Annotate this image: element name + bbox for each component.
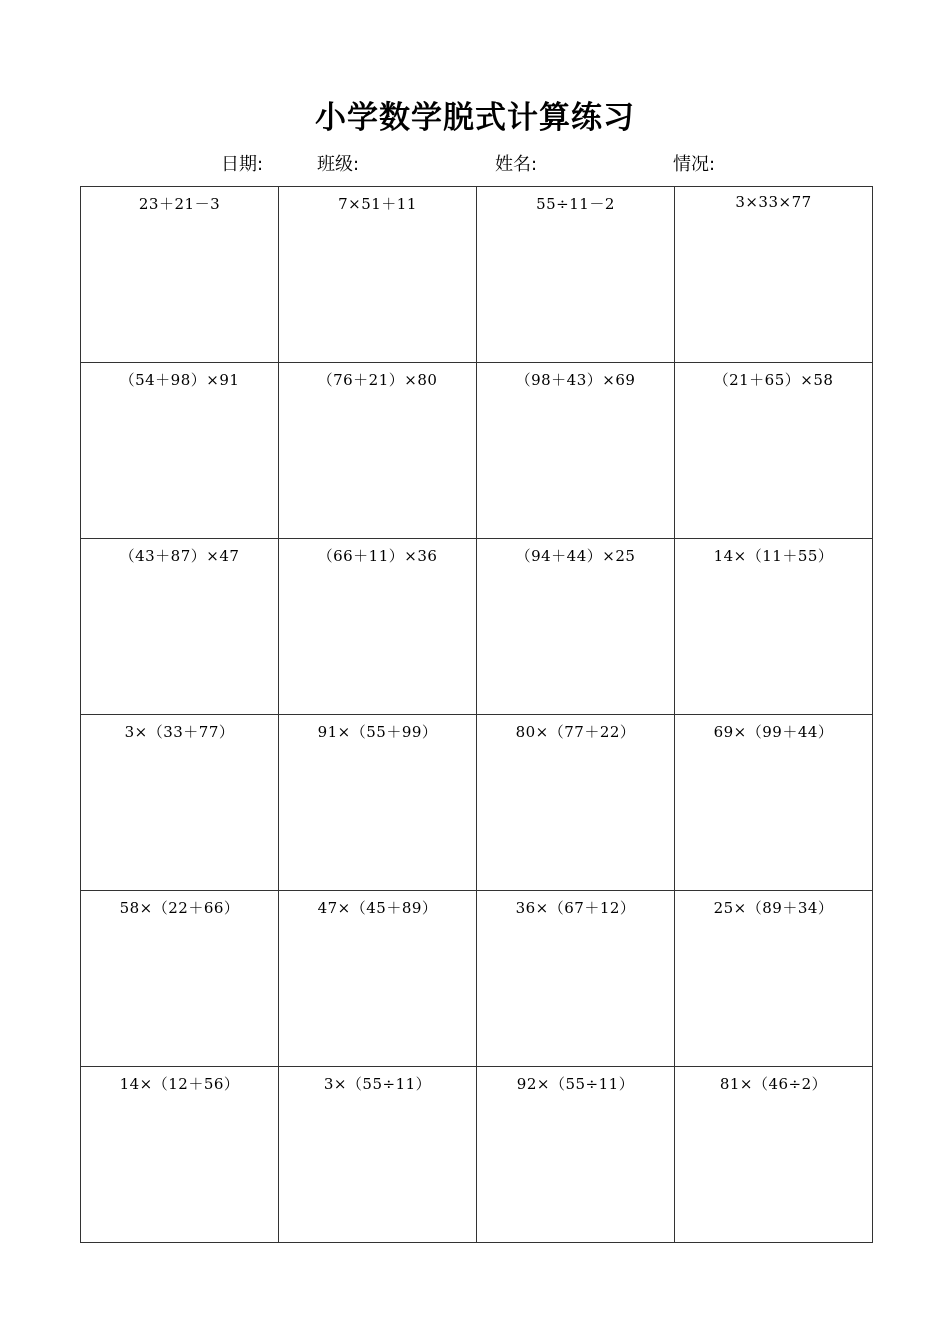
- problem-cell: [279, 363, 477, 539]
- name-label: 姓名:: [495, 154, 538, 175]
- problem-cell: [477, 891, 675, 1067]
- problem-text: （21＋65）×58: [713, 371, 834, 389]
- problem-text: 92×（55÷11）: [516, 1075, 635, 1093]
- grid-row: [81, 363, 873, 539]
- problem-text: 3×（55÷11）: [323, 1075, 432, 1093]
- problem-text: 80×（77＋22）: [515, 723, 636, 741]
- problem-cell: [477, 1067, 675, 1243]
- problem-text: 23＋21－3: [138, 195, 221, 213]
- problem-text: 91×（55＋99）: [317, 723, 438, 741]
- problem-cell: [279, 891, 477, 1067]
- problem-text: 3×33×77: [735, 193, 812, 211]
- problem-text: 47×（45＋89）: [317, 899, 438, 917]
- problem-text: （43＋87）×47: [119, 547, 240, 565]
- problem-cell: [81, 891, 279, 1067]
- problem-text: 58×（22＋66）: [119, 899, 240, 917]
- problem-text: 81×（46÷2）: [719, 1075, 828, 1093]
- problem-text: 36×（67＋12）: [515, 899, 636, 917]
- problem-cell: [81, 187, 279, 363]
- problem-cell: [675, 891, 873, 1067]
- status-label: 情况:: [673, 154, 716, 175]
- problem-cell: [81, 363, 279, 539]
- problem-cell: [81, 715, 279, 891]
- problem-text: （94＋44）×25: [515, 547, 636, 565]
- problem-cell: [81, 539, 279, 715]
- problem-cell: [279, 539, 477, 715]
- grid-row: [81, 891, 873, 1067]
- problem-cell: [675, 715, 873, 891]
- problem-cell: [675, 363, 873, 539]
- problem-text: 7×51＋11: [338, 195, 417, 213]
- problem-text: （54＋98）×91: [119, 371, 240, 389]
- problem-cell: [477, 539, 675, 715]
- info-row: [0, 150, 950, 176]
- problem-cell: [279, 715, 477, 891]
- problem-grid: [80, 186, 873, 1243]
- grid-row: [81, 715, 873, 891]
- problem-text: 69×（99＋44）: [713, 723, 834, 741]
- problem-cell: [279, 1067, 477, 1243]
- problem-cell: [81, 1067, 279, 1243]
- problem-text: 14×（11＋55）: [713, 547, 834, 565]
- problem-text: 14×（12＋56）: [119, 1075, 240, 1093]
- problem-cell: [279, 187, 477, 363]
- problem-cell: [675, 1067, 873, 1243]
- problem-text: 3×（33＋77）: [124, 723, 235, 741]
- grid-row: [81, 187, 873, 363]
- problem-cell: [477, 363, 675, 539]
- worksheet-title: 小学数学脱式计算练习: [315, 100, 635, 136]
- problem-text: （98＋43）×69: [515, 371, 636, 389]
- grid-row: [81, 1067, 873, 1243]
- problem-cell: [477, 715, 675, 891]
- grid-row: [81, 539, 873, 715]
- problem-text: 25×（89＋34）: [713, 899, 834, 917]
- problem-text: 55÷11－2: [536, 195, 615, 213]
- problem-text: （66＋11）×36: [317, 547, 438, 565]
- problem-cell: [675, 539, 873, 715]
- problem-text: （76＋21）×80: [317, 371, 438, 389]
- date-label: 日期:: [221, 154, 264, 175]
- problem-cell: [675, 187, 873, 363]
- class-label: 班级:: [317, 154, 360, 175]
- problem-cell: [477, 187, 675, 363]
